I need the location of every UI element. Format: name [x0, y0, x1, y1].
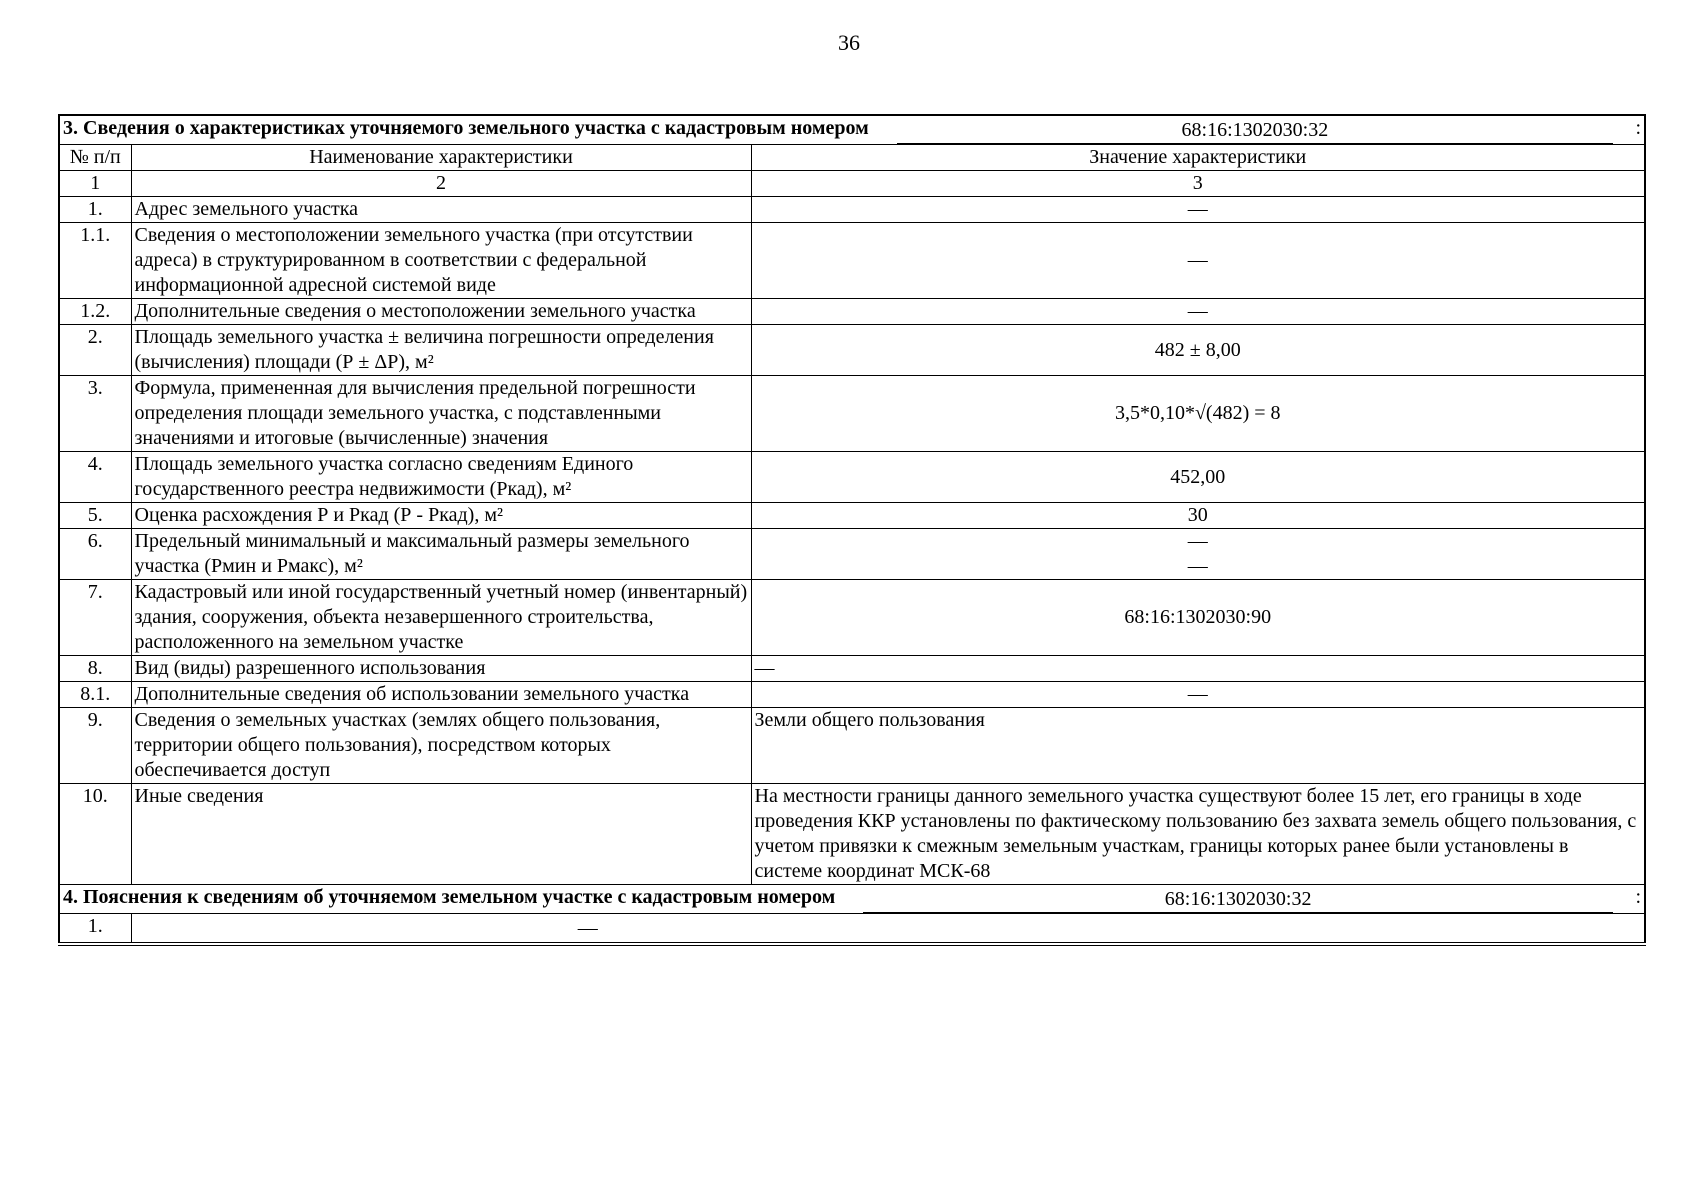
section-3-cadastral-number: 68:16:1302030:32: [897, 118, 1613, 144]
row-value-max: —: [1187, 555, 1208, 577]
row-value: 482 ± 8,00: [751, 325, 1645, 376]
section-4-header: [59, 885, 1645, 914]
row-value-min: —: [1187, 530, 1208, 552]
section-4-value: [131, 914, 1645, 945]
row-value: 452,00: [751, 452, 1645, 503]
row-value: [751, 529, 1645, 580]
table-row: [59, 325, 1645, 376]
row-number: 8.: [59, 656, 131, 682]
table-row: [59, 682, 1645, 708]
section-3-colon: :: [1635, 117, 1641, 139]
table-row: [59, 503, 1645, 529]
table-row: [59, 784, 1645, 885]
row-value: 3,5*0,10*√(482) = 8: [751, 376, 1645, 452]
row-number: 1.: [59, 914, 131, 945]
document-frame: [58, 114, 1646, 946]
row-number: 1.1.: [59, 223, 131, 299]
section-3-header: [59, 115, 1645, 145]
row-value: —: [751, 656, 1645, 682]
row-name: Адрес земельного участка: [131, 197, 751, 223]
section-4-title: 4. Пояснения к сведениям об уточняемом земельном участке с кадастровым номером: [63, 886, 836, 908]
header-col-name: Наименование характеристики: [131, 145, 751, 171]
section-4-row: [59, 914, 1645, 945]
row-number: 2.: [59, 325, 131, 376]
row-value: —: [751, 223, 1645, 299]
row-name: Сведения о земельных участках (землях общего пользования, территории общего пользования), посредством которых обеспечивается доступ: [131, 708, 751, 784]
row-number: 7.: [59, 580, 131, 656]
section-3-title: 3. Сведения о характеристиках уточняемого земельного участка с кадастровым номером: [63, 117, 869, 139]
row-name: Кадастровый или иной государственный учетный номер (инвентарный) здания, сооружения, объекта незавершенного строительства, расположенного на земельном участке: [131, 580, 751, 656]
column-index-1: 1: [59, 171, 131, 197]
table-row: [59, 299, 1645, 325]
row-name: Площадь земельного участка ± величина погрешности определения (вычисления) площади (Р ± ΔР), м²: [131, 325, 751, 376]
row-value: 30: [751, 503, 1645, 529]
column-index-3: 3: [751, 171, 1645, 197]
row-number: 5.: [59, 503, 131, 529]
row-value: На местности границы данного земельного участка существуют более 15 лет, его границы в ходе проведения ККР установлены по фактическому пользованию без захвата земель общего пользования, с учетом привязки к смежным земельным участкам, границы которых ранее были установлены в системе координат МСК-68: [751, 784, 1645, 885]
row-value: —: [751, 197, 1645, 223]
header-col-value: Значение характеристики: [751, 145, 1645, 171]
row-name: Иные сведения: [131, 784, 751, 885]
row-name: Площадь земельного участка согласно сведениям Единого государственного реестра недвижимости (Ркад), м²: [131, 452, 751, 503]
row-number: 8.1.: [59, 682, 131, 708]
row-name: Дополнительные сведения о местоположении земельного участка: [131, 299, 751, 325]
row-name: Предельный минимальный и максимальный размеры земельного участка (Рмин и Рмакс), м²: [131, 529, 751, 580]
column-index-2: 2: [131, 171, 751, 197]
row-name: Сведения о местоположении земельного участка (при отсутствии адреса) в структурированном в соответствии с федеральной информационной адресной системой виде: [131, 223, 751, 299]
row-name: Формула, примененная для вычисления предельной погрешности определения площади земельного участка, с подставленными значениями и итоговые (вычисленные) значения: [131, 376, 751, 452]
table-row: [59, 529, 1645, 580]
row-value: 68:16:1302030:90: [751, 580, 1645, 656]
row-number: 4.: [59, 452, 131, 503]
table-row: [59, 580, 1645, 656]
table-row: [59, 197, 1645, 223]
row-number: 1.: [59, 197, 131, 223]
row-number: 1.2.: [59, 299, 131, 325]
table-row: [59, 376, 1645, 452]
row-name: Вид (виды) разрешенного использования: [131, 656, 751, 682]
section-4-cadastral-number: 68:16:1302030:32: [863, 887, 1613, 913]
row-name: Дополнительные сведения об использовании земельного участка: [131, 682, 751, 708]
row-number: 3.: [59, 376, 131, 452]
table-row: [59, 223, 1645, 299]
table-column-index-row: [59, 171, 1645, 197]
header-col-number: № п/п: [59, 145, 131, 171]
table-row: [59, 656, 1645, 682]
row-number: 10.: [59, 784, 131, 885]
row-value: Земли общего пользования: [751, 708, 1645, 784]
table-header-row: [59, 145, 1645, 171]
table-row: [59, 708, 1645, 784]
section-4-colon: :: [1635, 886, 1641, 908]
row-number: 9.: [59, 708, 131, 784]
row-number: 6.: [59, 529, 131, 580]
row-name: Оценка расхождения Р и Ркад (Р - Ркад), м²: [131, 503, 751, 529]
section-4-value-text: —: [577, 916, 598, 939]
row-value: —: [751, 299, 1645, 325]
page-number: 36: [838, 30, 860, 55]
table-row: [59, 452, 1645, 503]
characteristics-table: [58, 114, 1646, 946]
row-value: —: [751, 682, 1645, 708]
